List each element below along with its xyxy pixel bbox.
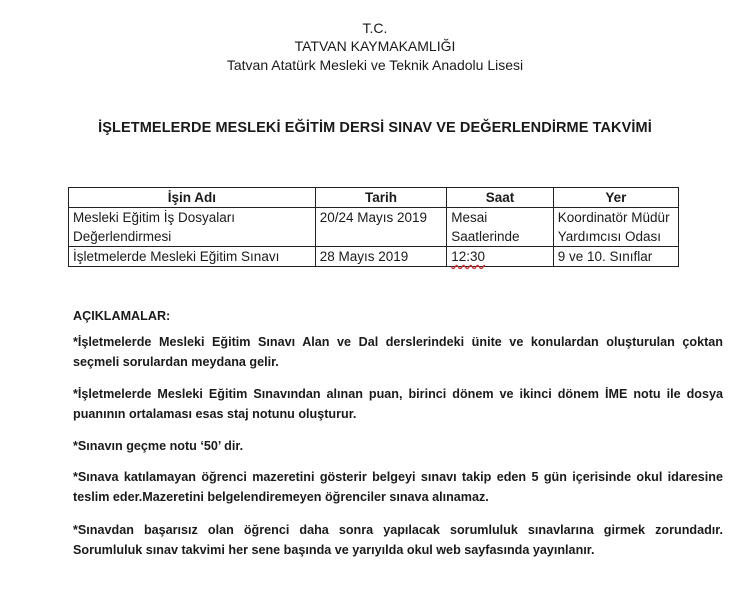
column-header: İşin Adı xyxy=(69,188,316,208)
note-paragraph: *Sınava katılamayan öğrenci mazeretini gösterir belgeyi sınavı takip eden 5 gün içerisinde okul idaresine teslim eder.Mazeretini belgelendiremeyen öğrenciler sınava alınamaz. xyxy=(73,470,723,504)
table-cell: İşletmelerde Mesleki Eğitim Sınavı xyxy=(69,247,316,267)
table-cell: 20/24 Mayıs 2019 xyxy=(315,208,447,247)
note-paragraph: *Sınavın geçme notu ‘50’ dir. xyxy=(73,439,244,453)
note-paragraph: *İşletmelerde Mesleki Eğitim Sınavından alınan puan, birinci dönem ve ikinci dönem İME notu ile dosya puanının ortalaması esas staj notunu oluşturur. xyxy=(73,387,723,421)
table-cell: 9 ve 10. Sınıflar xyxy=(553,247,678,267)
table-cell: Mesleki Eğitim İş Dosyaları Değerlendirmesi xyxy=(69,208,316,247)
header-line-3: Tatvan Atatürk Mesleki ve Teknik Anadolu Lisesi xyxy=(226,57,524,73)
table-cell: Koordinatör Müdür Yardımcısı Odası xyxy=(553,208,678,247)
table-cell: 28 Mayıs 2019 xyxy=(315,247,447,267)
table-row xyxy=(69,208,679,247)
header-line-2: TATVAN KAYMAKAMLIĞI xyxy=(294,38,456,54)
header-line-1: T.C. xyxy=(362,20,388,36)
column-header: Saat xyxy=(447,188,554,208)
table-header-row xyxy=(69,188,679,208)
time-value: 12:30 xyxy=(451,249,486,264)
document-title: İŞLETMELERDE MESLEKİ EĞİTİM DERSİ SINAV VE DEĞERLENDİRME TAKVİMİ xyxy=(98,120,652,136)
column-header: Yer xyxy=(553,188,678,208)
column-header: Tarih xyxy=(315,188,447,208)
note-paragraph: *Sınavdan başarısız olan öğrenci daha sonra yapılacak sorumluluk sınavlarına girmek zorundadır. Sorumluluk sınav takvimi her sene başında ve yarıyılda okul web sayfasında yayınlanır. xyxy=(73,523,723,557)
schedule-table xyxy=(68,187,679,267)
table-cell: Mesai Saatlerinde xyxy=(447,208,554,247)
table-row xyxy=(69,247,679,267)
note-paragraph: *İşletmelerde Mesleki Eğitim Sınavı Alan ve Dal derslerindeki ünite ve konulardan oluşturulan çoktan seçmeli sorulardan meydana gelir. xyxy=(73,335,723,369)
notes-heading: AÇIKLAMALAR: xyxy=(73,309,171,323)
table-cell xyxy=(447,247,554,267)
